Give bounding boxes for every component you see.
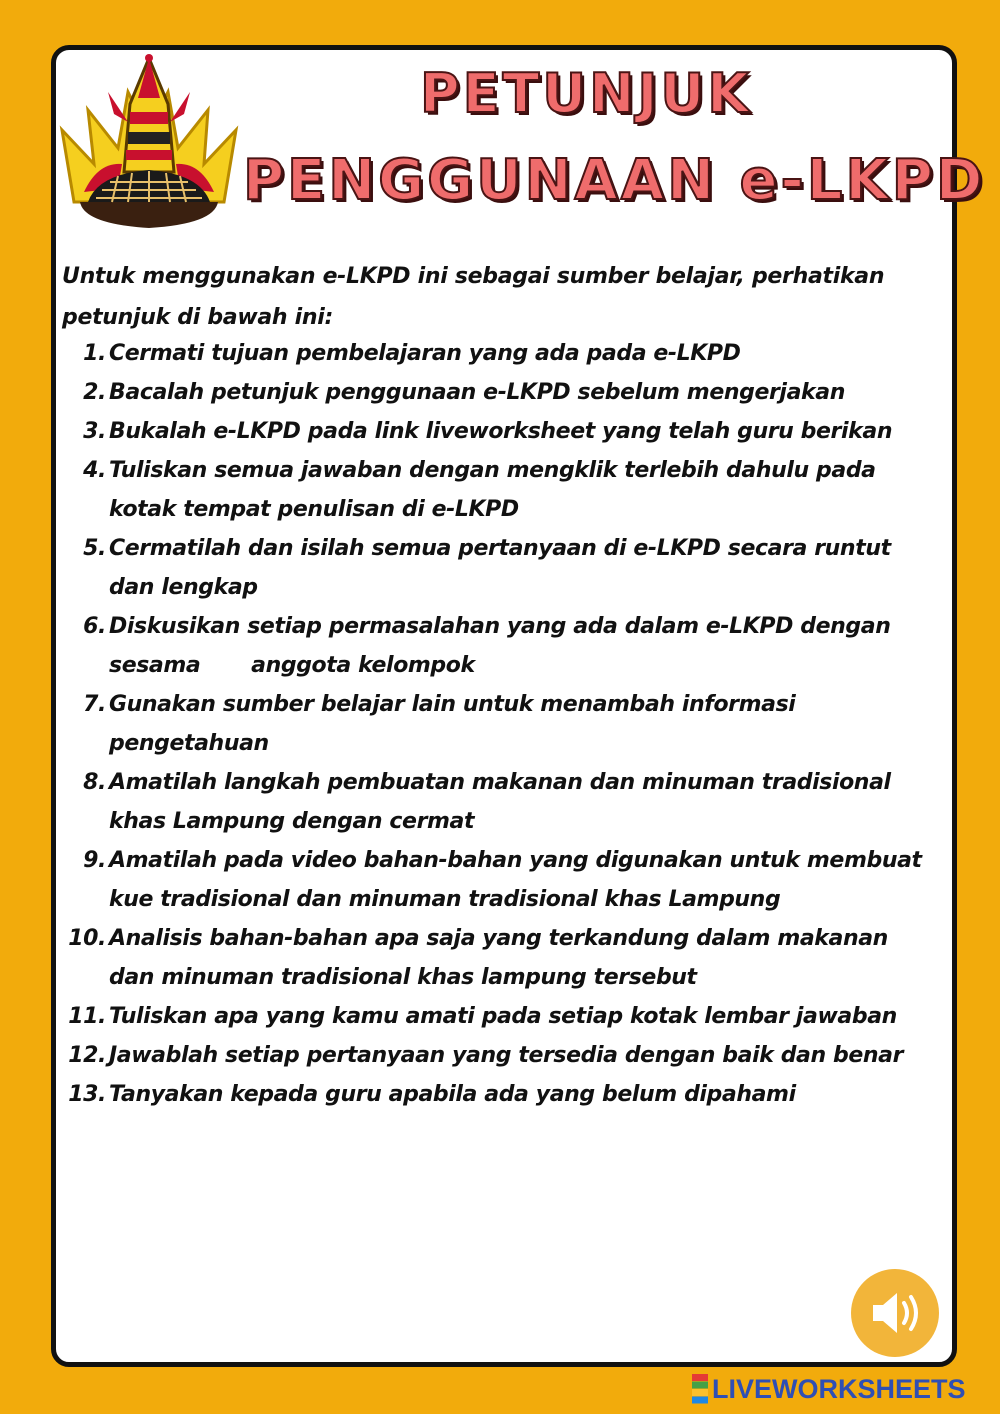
- list-item-number: 13.: [68, 1082, 106, 1107]
- list-item-number: 12.: [68, 1043, 106, 1068]
- list-item-number: 10.: [68, 926, 106, 951]
- list-item-text: Amatilah pada video bahan-bahan yang digunakan untuk membuat kue tradisional dan minuman tradisional khas Lampung: [109, 848, 922, 912]
- list-item: [83, 373, 939, 412]
- list-item: [68, 1075, 939, 1114]
- list-item: [83, 451, 939, 529]
- list-item-text: Analisis bahan-bahan apa saja yang terkandung dalam makanan dan minuman tradisional khas lampung tersebut: [109, 926, 888, 990]
- list-item-number: 9.: [83, 848, 106, 873]
- brand-name: LIVEWORKSHEETS: [712, 1373, 966, 1404]
- list-item: [68, 919, 939, 997]
- list-item-text: Amatilah langkah pembuatan makanan dan minuman tradisional khas Lampung dengan cermat: [109, 770, 891, 834]
- list-item-text: Tuliskan apa yang kamu amati pada setiap kotak lembar jawaban: [109, 1004, 897, 1029]
- list-item-number: 1.: [83, 341, 106, 366]
- list-item-number: 11.: [68, 1004, 106, 1029]
- list-item: [83, 763, 939, 841]
- siger-crown-logo: [58, 52, 240, 230]
- list-item-number: 2.: [83, 380, 106, 405]
- list-item-text: Bacalah petunjuk penggunaan e-LKPD sebelum mengerjakan: [109, 380, 845, 405]
- list-item: [83, 685, 939, 763]
- speaker-icon: [851, 1269, 939, 1357]
- list-item-text: Diskusikan setiap permasalahan yang ada dalam e-LKPD dengan sesama anggota kelompok: [109, 614, 898, 678]
- list-item: [83, 607, 939, 685]
- list-item-number: 7.: [83, 692, 106, 717]
- list-item-text: Jawablah setiap pertanyaan yang tersedia dengan baik dan benar: [109, 1043, 904, 1068]
- intro-text: Untuk menggunakan e-LKPD ini sebagai sumber belajar, perhatikan petunjuk di bawah ini:: [62, 264, 885, 330]
- title-line-1: PETUNJUK: [420, 62, 753, 125]
- list-item-text: Gunakan sumber belajar lain untuk menambah informasi pengetahuan: [109, 692, 796, 756]
- liveworksheets-brand[interactable]: [692, 1372, 966, 1406]
- list-item-text: Cermatilah dan isilah semua pertanyaan di e-LKPD secara runtut dan lengkap: [109, 536, 891, 600]
- list-item: [83, 412, 939, 451]
- liveworksheets-badge-icon: [692, 1374, 708, 1404]
- list-item: [68, 1036, 939, 1075]
- instruction-list: [68, 334, 939, 1114]
- list-item-number: 8.: [83, 770, 106, 795]
- audio-play-button[interactable]: [851, 1269, 939, 1357]
- list-item-text: Cermati tujuan pembelajaran yang ada pada e-LKPD: [109, 341, 741, 366]
- list-item: [68, 997, 939, 1036]
- list-item: [83, 841, 939, 919]
- list-item: [83, 334, 939, 373]
- list-item-number: 4.: [83, 458, 106, 483]
- list-item-number: 3.: [83, 419, 106, 444]
- list-item-text: Bukalah e-LKPD pada link liveworksheet yang telah guru berikan: [109, 419, 893, 444]
- list-item-text: Tuliskan semua jawaban dengan mengklik terlebih dahulu pada kotak tempat penulisan di e-LKPD: [109, 458, 876, 522]
- list-item-number: 6.: [83, 614, 106, 639]
- list-item: [83, 529, 939, 607]
- title-line-2: PENGGUNAAN e-LKPD: [243, 148, 986, 213]
- list-item-text: Tanyakan kepada guru apabila ada yang belum dipahami: [109, 1082, 796, 1107]
- list-item-number: 5.: [83, 536, 106, 561]
